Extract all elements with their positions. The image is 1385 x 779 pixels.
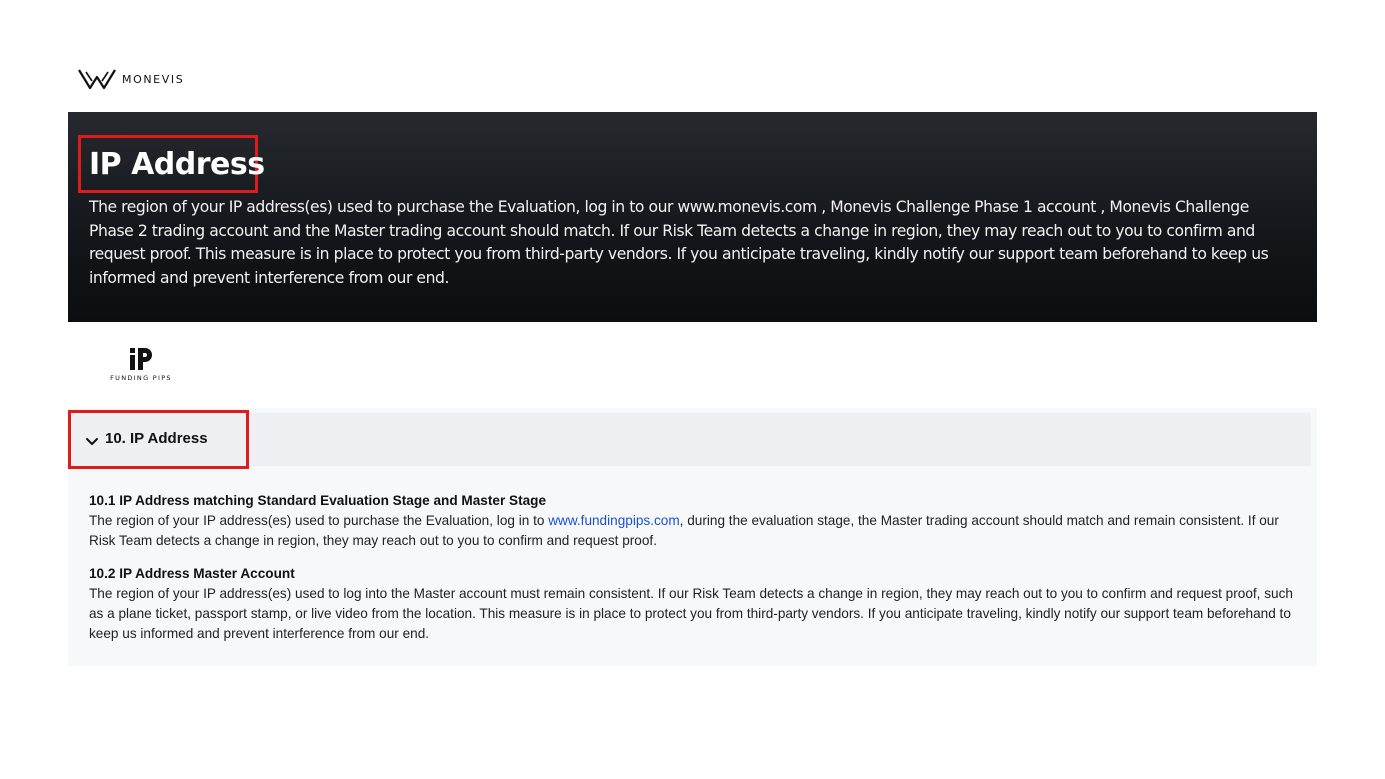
monevis-rule-heading: IP Address [89, 147, 265, 182]
section-text [89, 511, 1299, 551]
section-text-part: , during the evaluation stage, the Master trading account should match and remain consistent. If our Risk Team detects a change in region, they may reach out to you to confirm and request proof. [89, 513, 1279, 548]
monevis-rule-text: The region of your IP address(es) used to purchase the Evaluation, log in to our www.monevis.com , Monevis Challenge Phase 1 account , Monevis Challenge Phase 2 trading account and the Master trading account should match. If our Risk Team detects a change in region, they may reach out to you to confirm and request proof. This measure is in place to protect you from third-party vendors. If you anticipate traveling, kindly notify our support team beforehand to keep us informed and prevent interference from our end. [89, 198, 1269, 287]
monevis-logo [78, 66, 184, 92]
accordion-header[interactable] [72, 413, 1311, 466]
monevis-rule-panel [68, 112, 1317, 322]
fundingpips-wordmark: FUNDING PIPS [110, 374, 172, 382]
section-text-part: The region of your IP address(es) used to purchase the Evaluation, log in to [89, 513, 549, 528]
fundingpips-logo-icon [127, 346, 155, 372]
monevis-logo-icon [78, 67, 116, 91]
rule-section [89, 491, 1299, 551]
fundingpips-logo [109, 346, 173, 386]
fundingpips-link[interactable]: www.fundingpips.com [548, 513, 680, 528]
section-text: The region of your IP address(es) used to log into the Master account must remain consistent. If our Risk Team detects a change in region, they may reach out to you to confirm and request proof, such as a plane ticket, passport stamp, or live video from the location. This measure is in place to protect you from third-party vendors. If you anticipate traveling, kindly notify our support team beforehand to keep us informed and prevent interference from our end. [89, 586, 1293, 641]
accordion-highlight-box [68, 410, 249, 469]
monevis-wordmark: MONEVIS [122, 72, 185, 86]
rule-section [89, 564, 1299, 644]
accordion-title[interactable]: 10. IP Address [105, 430, 208, 447]
section-title: 10.2 IP Address Master Account [89, 566, 295, 581]
section-title: 10.1 IP Address matching Standard Evaluation Stage and Master Stage [89, 493, 547, 508]
